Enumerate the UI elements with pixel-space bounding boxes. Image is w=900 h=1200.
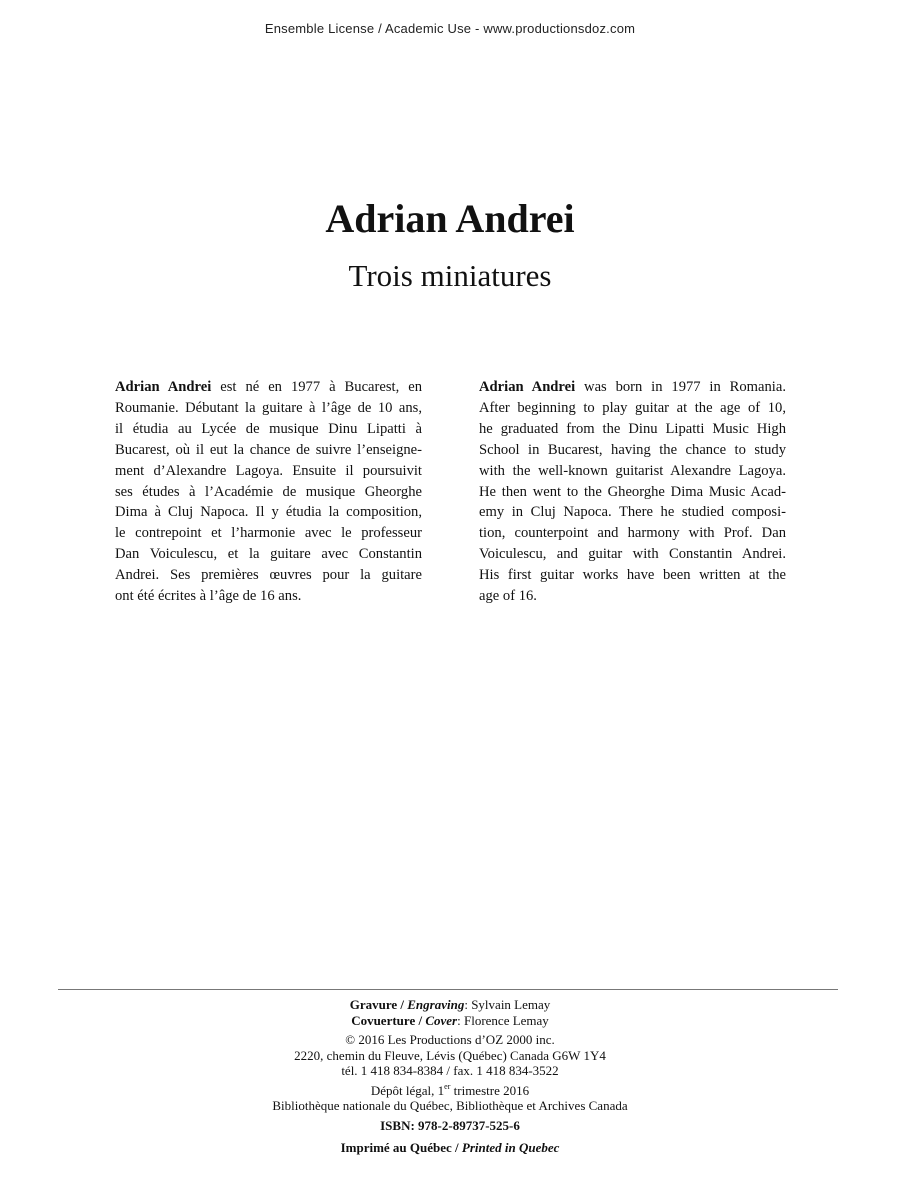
bio-en-name: Adrian Andrei [479,379,576,395]
bio-fr-line: Dan Voiculescu, et la guitare avec Constantin [115,546,422,563]
bio-fr-line: ont été écrites à l’âge de 16 ans. [115,588,302,605]
biography-french [115,377,422,607]
bio-fr-line: Bucarest, où il eut la chance de suivre l’enseigne- [115,441,422,458]
bio-en-line: age of 16. [479,588,537,605]
bio-fr-line: Roumanie. Débutant la guitare à l’âge de 10 ans, [115,399,422,416]
bio-fr-name: Adrian Andrei [115,379,212,395]
bio-en-line: His first guitar works have been written at the [479,567,786,584]
bio-fr-line: ment d’Alexandre Lagoya. Ensuite il poursuivit [115,462,422,479]
bio-en-line: emy in Cluj Napoca. There he studied composi- [479,504,786,521]
bio-fr-line: ses études à l’Académie de musique Gheorghe [115,483,422,500]
bio-fr-line: il étudia au Lycée de musique Dinu Lipatti à [115,420,422,437]
biography-english [479,377,786,607]
footer-divider [58,989,838,990]
phone-line: tél. 1 418 834-8384 / fax. 1 418 834-3522 [341,1063,559,1078]
bio-en-line: tion, counterpoint and harmony with Prof. Dan [479,525,786,542]
bio-en-line: Adrian Andrei was born in 1977 in Romania. [479,379,786,395]
license-header: Ensemble License / Academic Use - www.productionsdoz.com [264,21,636,36]
legal-deposit-line: Dépôt légal, 1er trimestre 2016 [370,1081,530,1098]
publisher-credits [0,997,900,1160]
composer-name: Adrian Andrei [325,196,575,241]
engraving-credit: Gravure / Engraving: Sylvain Lemay [349,997,551,1012]
bio-en-line: with the well-known guitarist Alexandre Lagoya. [479,462,786,479]
printed-in-line: Imprimé au Québec / Printed in Quebec [340,1140,560,1155]
bio-en-line: School in Bucarest, having the chance to study [479,441,786,458]
cover-credit: Covuerture / Cover: Florence Lemay [351,1012,549,1028]
bio-en-line: After beginning to play guitar at the age of 10, [479,399,786,416]
work-title: Trois miniatures [348,258,552,293]
bio-fr-line: Andrei. Ses premières œuvres pour la guitare [115,567,422,584]
bio-fr-line: le contrepoint et l’harmonie avec le professeur [115,525,422,542]
isbn-line: ISBN: 978-2-89737-525-6 [380,1117,520,1133]
bio-en-line: He then went to the Gheorghe Dima Music Acad- [479,483,786,500]
library-line: Bibliothèque nationale du Québec, Bibliothèque et Archives Canada [272,1098,628,1113]
bio-fr-line: Adrian Andrei est né en 1977 à Bucarest, en [115,379,422,395]
bio-en-line: he graduated from the Dinu Lipatti Music High [479,420,786,437]
address-line: 2220, chemin du Fleuve, Lévis (Québec) Canada G6W 1Y4 [294,1047,606,1063]
bio-fr-line: Dima à Cluj Napoca. Il y étudia la composition, [115,504,422,521]
copyright-line: © 2016 Les Productions d’OZ 2000 inc. [345,1032,555,1047]
bio-en-line: Voiculescu, and guitar with Constantin Andrei. [479,546,786,563]
